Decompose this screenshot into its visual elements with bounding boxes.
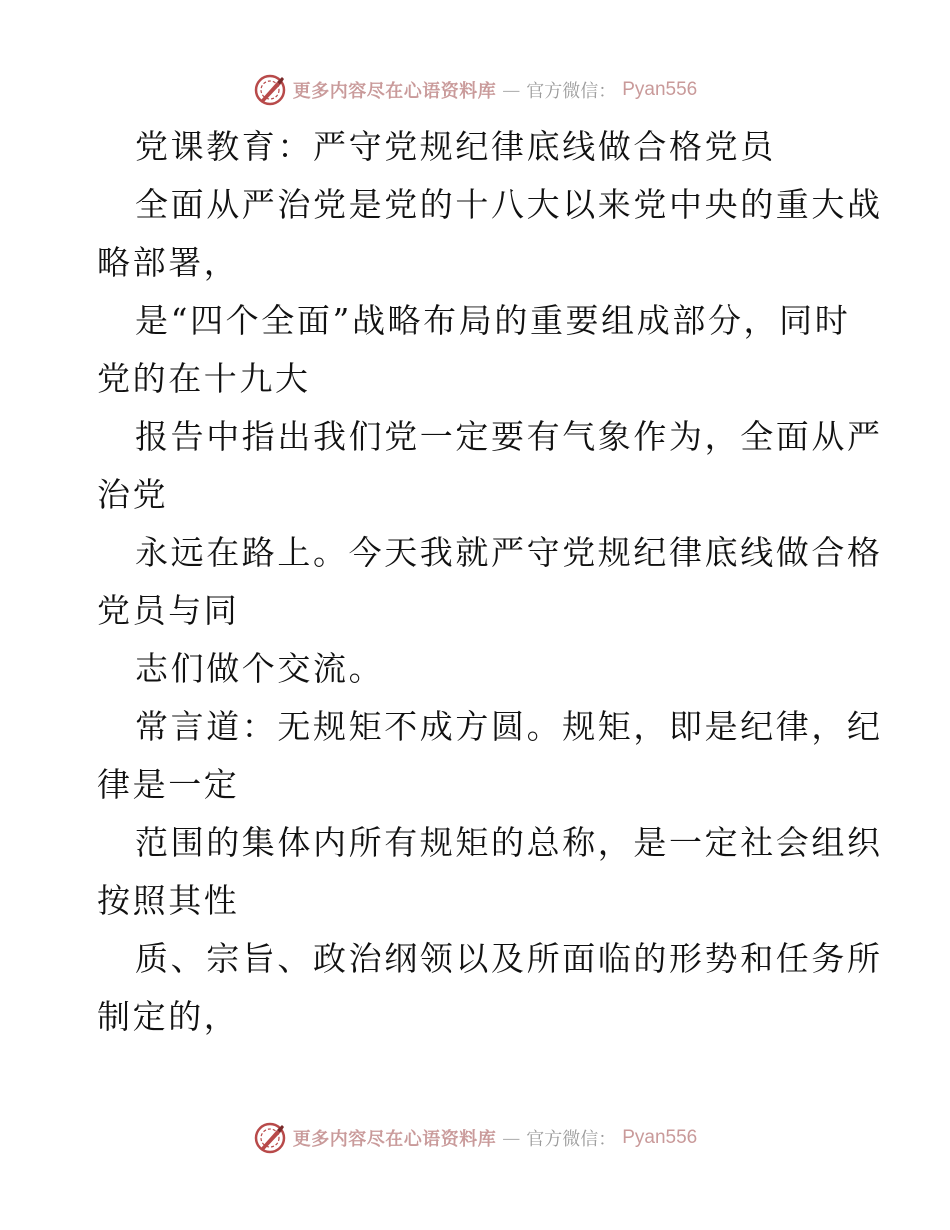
text-line: 党的在十九大	[97, 359, 311, 398]
watermark-separator: —	[502, 79, 521, 101]
pen-logo-icon	[253, 73, 287, 107]
text-line: 全面从严治党是党的十八大以来党中央的重大战	[135, 185, 883, 224]
pen-logo-icon	[253, 1121, 287, 1155]
text-line: 常言道：无规矩不成方圆。规矩，即是纪律，纪	[135, 707, 883, 746]
text-line: 制定的，	[97, 997, 240, 1036]
footer-watermark	[0, 1118, 950, 1158]
watermark-official-label: 官方微信：	[526, 1129, 617, 1150]
text-line: 治党	[97, 475, 169, 514]
text-line: 志们做个交流。	[135, 649, 385, 688]
text-line: 略部署，	[97, 243, 240, 282]
text-line: 是“四个全面”战略布局的重要组成部分，同时	[135, 301, 851, 340]
document-body	[97, 118, 883, 1046]
watermark-separator: —	[502, 1127, 521, 1149]
document-title: 党课教育：严守党规纪律底线做合格党员	[135, 127, 776, 166]
text-line: 律是一定	[97, 765, 240, 804]
text-line: 永远在路上。今天我就严守党规纪律底线做合格	[135, 533, 883, 572]
watermark-official-label: 官方微信：	[526, 81, 617, 102]
watermark-brand-text: 更多内容尽在心语资料库	[292, 1129, 497, 1150]
watermark-brand-text: 更多内容尽在心语资料库	[292, 81, 497, 102]
header-watermark	[0, 70, 950, 110]
watermark-wechat-id: Pyan556	[622, 79, 698, 100]
text-line: 党员与同	[97, 591, 240, 630]
text-line: 按照其性	[97, 881, 240, 920]
text-line: 质、宗旨、政治纲领以及所面临的形势和任务所	[135, 939, 883, 978]
watermark-wechat-id: Pyan556	[622, 1127, 698, 1148]
text-line: 范围的集体内所有规矩的总称，是一定社会组织	[135, 823, 883, 862]
text-line: 报告中指出我们党一定要有气象作为，全面从严	[135, 417, 883, 456]
